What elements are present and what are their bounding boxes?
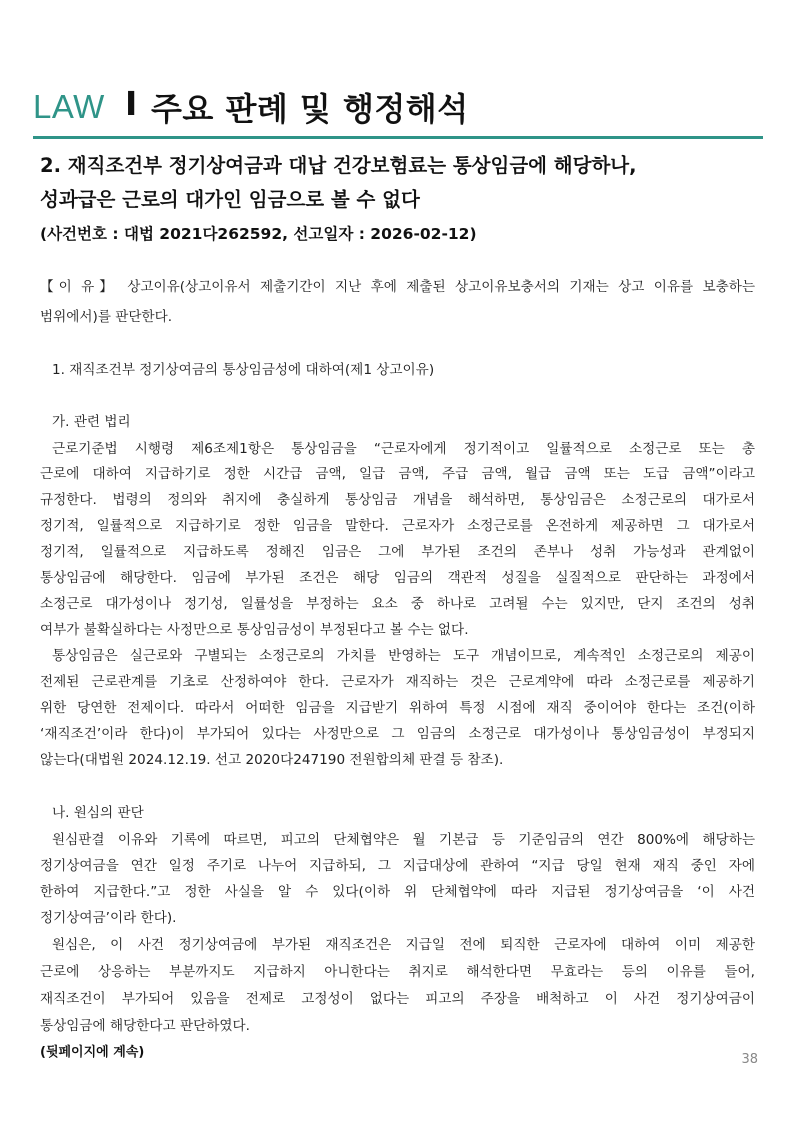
article-title-line-2: 성과급은 근로의 대가인 임금으로 볼 수 없다 (40, 188, 420, 211)
reason-line: 【이 유】 상고이유(상고이유서 제출기간이 지난 후에 제출된 상고이유보충서의 기재는 상고 이유를 보충하는 (40, 279, 755, 295)
paragraph-line: 규정한다. 법령의 정의와 취지에 충실하게 통상임금 개념을 해석하면, 통상임금은 소정근로의 대가로서 (40, 492, 755, 508)
law-label: LAW (33, 88, 105, 125)
paragraph-line: 통상임금은 실근로와 구별되는 소정근로의 가치를 반영하는 도구 개념이므로, 계속적인 소정근로의 제공이 (52, 648, 755, 664)
paragraph-line: 근로기준법 시행령 제6조제1항은 통상임금을 “근로자에게 정기적이고 일률적으로 소정근로 또는 총 (52, 441, 755, 457)
paragraph-line: 근로에 상응하는 부분까지도 지급하지 아니한다는 취지로 해석한다면 무효라는 등의 이유를 들어, (40, 964, 755, 980)
paragraph-line: 통상임금에 해당한다고 판단하였다. (40, 1018, 250, 1034)
paragraph-line: ‘재직조건’이라 한다)이 부가되어 있다는 사정만으로 그 임금의 소정근로 대가성이나 통상임금성이 부정되지 (40, 726, 755, 742)
paragraph-line: 한하여 지급한다.”고 정한 사실을 알 수 있다(이하 위 단체협약에 따라 지급된 정기상여금을 ‘이 사건 (40, 884, 755, 900)
page-number: 38 (741, 1052, 758, 1067)
page-header (33, 82, 763, 139)
article-title-line-1: 2. 재직조건부 정기상여금과 대납 건강보험료는 통상임금에 해당하나, (40, 154, 637, 177)
paragraph-line: 여부가 불확실하다는 사정만으로 통상임금성이 부정된다고 볼 수는 없다. (40, 622, 469, 638)
paragraph-line: 정기상여금을 연간 일정 주기로 나누어 지급하되, 그 지급대상에 관하여 “지급 당일 현재 재직 중인 자에 (40, 858, 755, 874)
header-separator: I (125, 84, 138, 123)
paragraph-line: 위한 당연한 전제이다. 따라서 어떠한 임금을 지급받기 위하여 특정 시점에 재직 중이어야 한다는 조건(이하 (40, 700, 755, 716)
paragraph-line: 소정근로 대가성이나 정기성, 일률성을 부정하는 요소 중 하나로 고려될 수는 있지만, 단지 조건의 성취 (40, 596, 755, 612)
continued-notice: (뒷페이지에 계속) (40, 1045, 145, 1060)
paragraph-line: 원심은, 이 사건 정기상여금에 부가된 재직조건은 지급일 전에 퇴직한 근로자에 대하여 이미 제공한 (52, 937, 755, 953)
case-info: (사건번호 : 대법 2021다262592, 선고일자 : 2026-02-12) (40, 225, 477, 243)
paragraph-line: 정기상여금’이라 한다). (40, 910, 177, 926)
paragraph-line: 원심판결 이유와 기록에 따르면, 피고의 단체협약은 월 기본급 등 기준임금의 연간 800%에 해당하는 (52, 832, 755, 848)
paragraph-line: 전제된 근로관계를 기초로 산정하여야 한다. 근로자가 재직하는 것은 근로계약에 따라 소정근로를 제공하기 (40, 674, 755, 690)
paragraph-line: 재직조건이 부가되어 있음을 전제로 고정성이 없다는 피고의 주장을 배척하고 이 사건 정기상여금이 (40, 991, 755, 1007)
paragraph-line: 통상임금에 해당한다. 임금에 부가된 조건은 해당 임금의 객관적 성질을 실질적으로 판단하는 과정에서 (40, 570, 755, 586)
paragraph-line: 정기적, 일률적으로 지급하기로 정한 임금을 말한다. 근로자가 소정근로를 온전하게 제공하면 그 대가로서 (40, 518, 755, 534)
section-heading: 주요 판례 및 행정해석 (151, 90, 469, 128)
subsection-heading-ga: 가. 관련 법리 (52, 414, 131, 430)
paragraph-line: 정기적, 일률적으로 지급하도록 정해진 임금은 그에 부가된 조건의 존부나 성취 가능성과 관계없이 (40, 544, 755, 560)
section-heading-1: 1. 재직조건부 정기상여금의 통상임금성에 대하여(제1 상고이유) (52, 362, 435, 378)
reason-line: 범위에서)를 판단한다. (40, 309, 173, 325)
paragraph-line: 않는다(대법원 2024.12.19. 선고 2020다247190 전원합의체 판결 등 참조). (40, 752, 504, 768)
subsection-heading-na: 나. 원심의 판단 (52, 805, 144, 821)
paragraph-line: 근로에 대하여 지급하기로 정한 시간급 금액, 일급 금액, 주급 금액, 월급 금액 또는 도급 금액”이라고 (40, 466, 755, 482)
